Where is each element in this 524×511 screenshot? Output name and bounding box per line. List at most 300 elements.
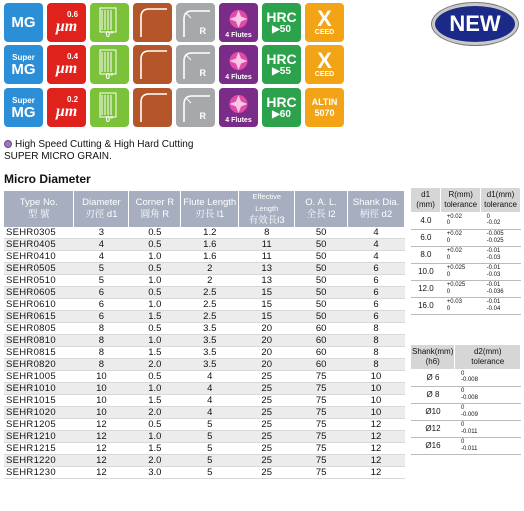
corner-radius-icon [176, 88, 215, 127]
spec-cell: 4 [348, 227, 405, 239]
spec-cell: 3.5 [181, 359, 239, 371]
xceed-x: X [317, 5, 332, 31]
spec-cell: 5 [74, 275, 129, 287]
column-header: R(mm) tolerance [441, 188, 481, 212]
table-row [4, 359, 405, 371]
feature-description [4, 139, 193, 163]
size-cell: 4.0 [411, 212, 441, 229]
spec-cell: 50 [295, 263, 348, 275]
table-row [411, 297, 521, 314]
spec-cell: 50 [295, 251, 348, 263]
spec-cell: 50 [295, 311, 348, 323]
spec-cell: 2.0 [129, 407, 181, 419]
d1-tolerance-body [411, 212, 521, 314]
d1-tolerance-table [411, 188, 521, 315]
spec-cell: 60 [295, 359, 348, 371]
column-header [74, 191, 129, 227]
four-flutes-icon [219, 88, 258, 127]
spec-cell: 2.5 [181, 287, 239, 299]
super-label: Super [12, 52, 35, 62]
spec-cell: 12 [74, 419, 129, 431]
column-header: d1(mm) tolerance [481, 188, 521, 212]
spec-cell: 1.5 [129, 311, 181, 323]
altin-number: 5070 [314, 107, 335, 118]
column-header: d2(mm) tolerance [455, 345, 521, 369]
spec-cell: 4 [181, 383, 239, 395]
hrc-label: HRC [266, 51, 297, 67]
micron-grain-icon [47, 45, 86, 84]
spec-cell: 0.5 [129, 239, 181, 251]
micron-grain-icon [47, 88, 86, 127]
spec-cell: 3.5 [181, 323, 239, 335]
hrc-label: HRC [266, 9, 297, 25]
corner-curve-graphic [133, 3, 172, 42]
xceed-x: X [317, 47, 332, 73]
spec-cell: 8 [74, 323, 129, 335]
size-cell: 8.0 [411, 246, 441, 263]
tolerance-cell: -0.01 -0.03 [481, 246, 521, 263]
column-header-jp: 全長 l2 [306, 209, 336, 220]
table-row [411, 403, 521, 420]
table-row [4, 347, 405, 359]
shank-tolerance-table [411, 345, 521, 455]
spec-table-header [4, 191, 405, 227]
table-row [411, 280, 521, 297]
spec-cell: 15 [239, 311, 295, 323]
hrc-icon [262, 88, 301, 127]
table-row [4, 263, 405, 275]
spec-cell: 2.0 [129, 359, 181, 371]
spec-cell: 15 [239, 287, 295, 299]
helix-angle-icon [90, 3, 129, 42]
spec-cell: 12 [348, 467, 405, 479]
spec-cell: 6 [348, 275, 405, 287]
four-flutes-icon [219, 45, 258, 84]
spec-cell: 1.5 [129, 395, 181, 407]
spec-cell: 1.0 [129, 431, 181, 443]
feature-line-1: High Speed Cutting & High Hard Cutting [15, 139, 194, 150]
column-header [348, 191, 405, 227]
table-row [4, 383, 405, 395]
table-row [4, 311, 405, 323]
spec-cell: 10 [74, 371, 129, 383]
column-header-en: Effective Length [252, 192, 282, 213]
tolerance-cell: 0 -0.008 [455, 386, 521, 403]
hrc-value: ▶60 [272, 109, 291, 120]
spec-cell: 10 [348, 395, 405, 407]
column-header [4, 191, 74, 227]
table-row [4, 455, 405, 467]
spec-cell: 2.5 [181, 311, 239, 323]
column-header: Shank(mm) (h6) [411, 345, 455, 369]
spec-cell: 5 [181, 467, 239, 479]
table-row [411, 263, 521, 280]
spec-cell: 3.5 [181, 347, 239, 359]
spec-cell: 75 [295, 419, 348, 431]
size-cell: Ø 6 [411, 369, 455, 386]
spec-cell: 12 [74, 467, 129, 479]
altin-label: ALTIN [311, 96, 338, 107]
tolerance-cell: +0.02 0 [441, 246, 481, 263]
spec-cell: 2 [181, 275, 239, 287]
spec-cell: 50 [295, 299, 348, 311]
micron-unit: μm [55, 18, 78, 35]
column-header [239, 191, 295, 227]
column-header-en: O. A. L. [305, 197, 337, 208]
type-number-cell: SEHR0505 [4, 263, 74, 275]
spec-cell: 25 [239, 371, 295, 383]
super-label: Super [12, 95, 35, 105]
micron-value: 0.4 [66, 52, 79, 61]
spec-cell: 60 [295, 347, 348, 359]
spec-cell: 25 [239, 443, 295, 455]
spec-cell: 10 [348, 407, 405, 419]
spec-cell: 2.5 [181, 299, 239, 311]
bullet-icon [4, 140, 12, 148]
spec-cell: 10 [74, 395, 129, 407]
spec-cell: 6 [74, 299, 129, 311]
spec-cell: 2 [181, 263, 239, 275]
tolerance-cell: -0.01 -0.04 [481, 297, 521, 314]
corner-radius-label: R [199, 68, 206, 78]
spec-table-body [4, 227, 405, 479]
size-cell: Ø10 [411, 403, 455, 420]
spec-cell: 1.6 [181, 251, 239, 263]
spec-cell: 6 [348, 299, 405, 311]
spec-cell: 25 [239, 407, 295, 419]
spec-cell: 1.0 [129, 335, 181, 347]
spec-cell: 6 [74, 311, 129, 323]
spec-cell: 6 [348, 311, 405, 323]
size-cell: 16.0 [411, 297, 441, 314]
shank-tolerance-header [411, 345, 521, 369]
spec-cell: 25 [239, 431, 295, 443]
type-number-cell: SEHR1020 [4, 407, 74, 419]
flutes-label: 4 Flutes [225, 74, 252, 81]
column-header: d1 (mm) [411, 188, 441, 212]
spec-cell: 1.5 [129, 347, 181, 359]
spec-cell: 12 [348, 443, 405, 455]
table-row [4, 431, 405, 443]
table-row [411, 420, 521, 437]
column-header-jp: 柄徑 d2 [359, 209, 393, 220]
table-row [4, 395, 405, 407]
table-row [4, 443, 405, 455]
tolerance-cell: 0 -0.011 [455, 420, 521, 437]
column-header-jp: 圓角 R [140, 209, 170, 220]
spec-cell: 75 [295, 407, 348, 419]
size-cell: Ø12 [411, 420, 455, 437]
table-row [411, 246, 521, 263]
size-cell: 6.0 [411, 229, 441, 246]
type-number-cell: SEHR0615 [4, 311, 74, 323]
new-badge: NEW [432, 3, 518, 45]
type-number-cell: SEHR0805 [4, 323, 74, 335]
size-cell: 12.0 [411, 280, 441, 297]
table-row [4, 275, 405, 287]
micron-value: 0.6 [66, 10, 79, 19]
spec-cell: 25 [239, 467, 295, 479]
table-row [411, 386, 521, 403]
spec-cell: 50 [295, 287, 348, 299]
spec-cell: 4 [74, 251, 129, 263]
spec-cell: 12 [74, 455, 129, 467]
xceed-coating-icon [305, 3, 344, 42]
hrc-icon [262, 45, 301, 84]
spec-cell: 75 [295, 455, 348, 467]
corner-radius-graphic [176, 88, 215, 127]
corner-radius-icon [176, 45, 215, 84]
spec-cell: 10 [74, 407, 129, 419]
type-number-cell: SEHR0305 [4, 227, 74, 239]
flutes-label: 4 Flutes [225, 32, 252, 39]
spec-cell: 12 [348, 431, 405, 443]
type-number-cell: SEHR1220 [4, 455, 74, 467]
helix-angle-icon [90, 88, 129, 127]
spec-cell: 1.2 [181, 227, 239, 239]
column-header-jp: 有效長l3 [248, 215, 285, 226]
spec-cell: 50 [295, 275, 348, 287]
spec-cell: 1.0 [129, 383, 181, 395]
type-number-cell: SEHR0610 [4, 299, 74, 311]
column-header-jp: 刃長 l1 [195, 209, 225, 220]
xceed-label: CEED [314, 70, 335, 78]
super-mg-icon [4, 88, 43, 127]
spec-cell: 8 [74, 347, 129, 359]
super-mg-icon [4, 45, 43, 84]
spec-cell: 3.0 [129, 467, 181, 479]
corner-radius-icon [176, 3, 215, 42]
d1-tolerance-header [411, 188, 521, 212]
spec-cell: 13 [239, 263, 295, 275]
helix-angle-label: 0° [105, 115, 114, 124]
spec-cell: 1.0 [129, 299, 181, 311]
type-number-cell: SEHR1005 [4, 371, 74, 383]
hrc-value: ▶50 [272, 24, 291, 35]
column-header-jp: 刃徑 d1 [85, 209, 118, 220]
spec-cell: 4 [181, 371, 239, 383]
column-header-en: Flute Length [183, 197, 237, 208]
corner-radius-label: R [199, 26, 206, 36]
spec-cell: 25 [239, 419, 295, 431]
hrc-icon [262, 3, 301, 42]
mg-label: MG [11, 60, 36, 78]
tolerance-cell: +0.025 0 [441, 280, 481, 297]
size-cell: Ø16 [411, 437, 455, 454]
spec-cell: 5 [181, 455, 239, 467]
column-header-en: Shank Dia. [352, 197, 400, 208]
table-row [4, 251, 405, 263]
spec-cell: 0.5 [129, 287, 181, 299]
tolerance-cell: 0 -0.011 [455, 437, 521, 454]
table-row [4, 227, 405, 239]
spec-cell: 12 [74, 443, 129, 455]
hrc-value: ▶55 [272, 66, 291, 77]
spec-cell: 10 [348, 371, 405, 383]
table-row [4, 299, 405, 311]
spec-cell: 11 [239, 251, 295, 263]
type-number-cell: SEHR0820 [4, 359, 74, 371]
hrc-label: HRC [266, 94, 297, 110]
spec-cell: 4 [74, 239, 129, 251]
tolerance-cell: +0.02 0 [441, 212, 481, 229]
icon-row-3 [4, 88, 344, 127]
spec-cell: 4 [181, 395, 239, 407]
type-number-cell: SEHR1230 [4, 467, 74, 479]
spec-cell: 50 [295, 239, 348, 251]
spec-cell: 10 [74, 383, 129, 395]
spec-cell: 5 [181, 443, 239, 455]
spec-cell: 10 [348, 383, 405, 395]
table-row [4, 323, 405, 335]
helix-angle-label: 0° [105, 30, 114, 39]
spec-cell: 5 [74, 263, 129, 275]
spec-cell: 13 [239, 275, 295, 287]
table-row [411, 212, 521, 229]
helix-angle-label: 0° [105, 72, 114, 81]
corner-curve-graphic [133, 45, 172, 84]
spec-cell: 3 [74, 227, 129, 239]
spec-cell: 2.0 [129, 455, 181, 467]
spec-cell: 25 [239, 395, 295, 407]
spec-cell: 8 [348, 323, 405, 335]
table-row [4, 239, 405, 251]
spec-cell: 50 [295, 227, 348, 239]
spec-cell: 20 [239, 335, 295, 347]
spec-cell: 6 [348, 263, 405, 275]
spec-cell: 0.5 [129, 371, 181, 383]
spec-cell: 8 [348, 347, 405, 359]
tolerance-cell: +0.03 0 [441, 297, 481, 314]
spec-cell: 4 [181, 407, 239, 419]
spec-cell: 0.5 [129, 419, 181, 431]
type-number-cell: SEHR0410 [4, 251, 74, 263]
tolerance-cell: 0 -0.009 [455, 403, 521, 420]
tolerance-cell: 0 -0.02 [481, 212, 521, 229]
column-header [295, 191, 348, 227]
icon-row-2 [4, 45, 344, 84]
table-row [411, 229, 521, 246]
column-header-en: Corner R [135, 197, 175, 208]
spec-cell: 5 [181, 431, 239, 443]
spec-cell: 0.5 [129, 227, 181, 239]
corner-profile-icon [133, 3, 172, 42]
spec-cell: 4 [348, 239, 405, 251]
type-number-cell: SEHR0815 [4, 347, 74, 359]
corner-curve-graphic [133, 88, 172, 127]
spec-cell: 15 [239, 299, 295, 311]
spec-cell: 8 [74, 335, 129, 347]
feature-line-2: SUPER MICRO GRAIN. [4, 151, 112, 162]
tolerance-cell: 0 -0.008 [455, 369, 521, 386]
table-row [4, 419, 405, 431]
spec-cell: 5 [181, 419, 239, 431]
type-number-cell: SEHR0810 [4, 335, 74, 347]
table-row [4, 335, 405, 347]
spec-cell: 75 [295, 467, 348, 479]
spec-cell: 20 [239, 323, 295, 335]
spec-cell: 1.5 [129, 443, 181, 455]
mg-icon [4, 3, 43, 42]
column-header-en: Type No. [19, 197, 58, 208]
micron-grain-icon [47, 3, 86, 42]
spec-cell: 75 [295, 383, 348, 395]
tolerance-cell: -0.005 -0.025 [481, 229, 521, 246]
spec-cell: 0.5 [129, 263, 181, 275]
corner-profile-icon [133, 45, 172, 84]
spec-cell: 12 [348, 455, 405, 467]
table-row [4, 287, 405, 299]
helix-angle-icon [90, 45, 129, 84]
tolerance-cell: -0.01 -0.036 [481, 280, 521, 297]
spec-cell: 20 [239, 347, 295, 359]
spec-cell: 8 [348, 335, 405, 347]
tolerance-cell: +0.025 0 [441, 263, 481, 280]
spec-cell: 60 [295, 323, 348, 335]
mg-label: MG [11, 14, 36, 31]
spec-cell: 75 [295, 431, 348, 443]
spec-cell: 25 [239, 383, 295, 395]
spec-cell: 75 [295, 371, 348, 383]
four-flutes-icon [219, 3, 258, 42]
type-number-cell: SEHR1215 [4, 443, 74, 455]
micron-unit: μm [55, 60, 78, 77]
type-number-cell: SEHR1010 [4, 383, 74, 395]
size-cell: Ø 8 [411, 386, 455, 403]
spec-cell: 6 [74, 287, 129, 299]
table-row [4, 467, 405, 479]
spec-cell: 12 [348, 419, 405, 431]
spec-cell: 1.6 [181, 239, 239, 251]
spec-cell: 6 [348, 287, 405, 299]
spec-cell: 8 [348, 359, 405, 371]
spec-cell: 4 [348, 251, 405, 263]
spec-cell: 8 [74, 359, 129, 371]
tolerance-cell: +0.02 0 [441, 229, 481, 246]
corner-profile-icon [133, 88, 172, 127]
type-number-cell: SEHR0605 [4, 287, 74, 299]
corner-radius-graphic [176, 3, 215, 42]
spec-table [4, 191, 405, 479]
type-number-cell: SEHR1015 [4, 395, 74, 407]
spec-cell: 1.0 [129, 251, 181, 263]
column-header-jp: 型 號 [27, 209, 50, 220]
spec-cell: 8 [239, 227, 295, 239]
shank-tolerance-body [411, 369, 521, 454]
altin-coating-icon [305, 88, 344, 127]
table-row [411, 437, 521, 454]
spec-cell: 75 [295, 395, 348, 407]
spec-cell: 60 [295, 335, 348, 347]
micron-unit: μm [55, 103, 78, 120]
type-number-cell: SEHR0510 [4, 275, 74, 287]
spec-cell: 1.0 [129, 275, 181, 287]
type-number-cell: SEHR1205 [4, 419, 74, 431]
micron-value: 0.2 [66, 95, 79, 104]
corner-radius-label: R [199, 111, 206, 121]
section-title: Micro Diameter [4, 172, 91, 186]
column-header [129, 191, 181, 227]
spec-cell: 3.5 [181, 335, 239, 347]
spec-cell: 25 [239, 455, 295, 467]
mg-label: MG [11, 103, 36, 121]
spec-cell: 0.5 [129, 323, 181, 335]
table-row [4, 407, 405, 419]
xceed-label: CEED [314, 28, 335, 36]
spec-cell: 75 [295, 443, 348, 455]
table-row [4, 371, 405, 383]
spec-cell: 20 [239, 359, 295, 371]
